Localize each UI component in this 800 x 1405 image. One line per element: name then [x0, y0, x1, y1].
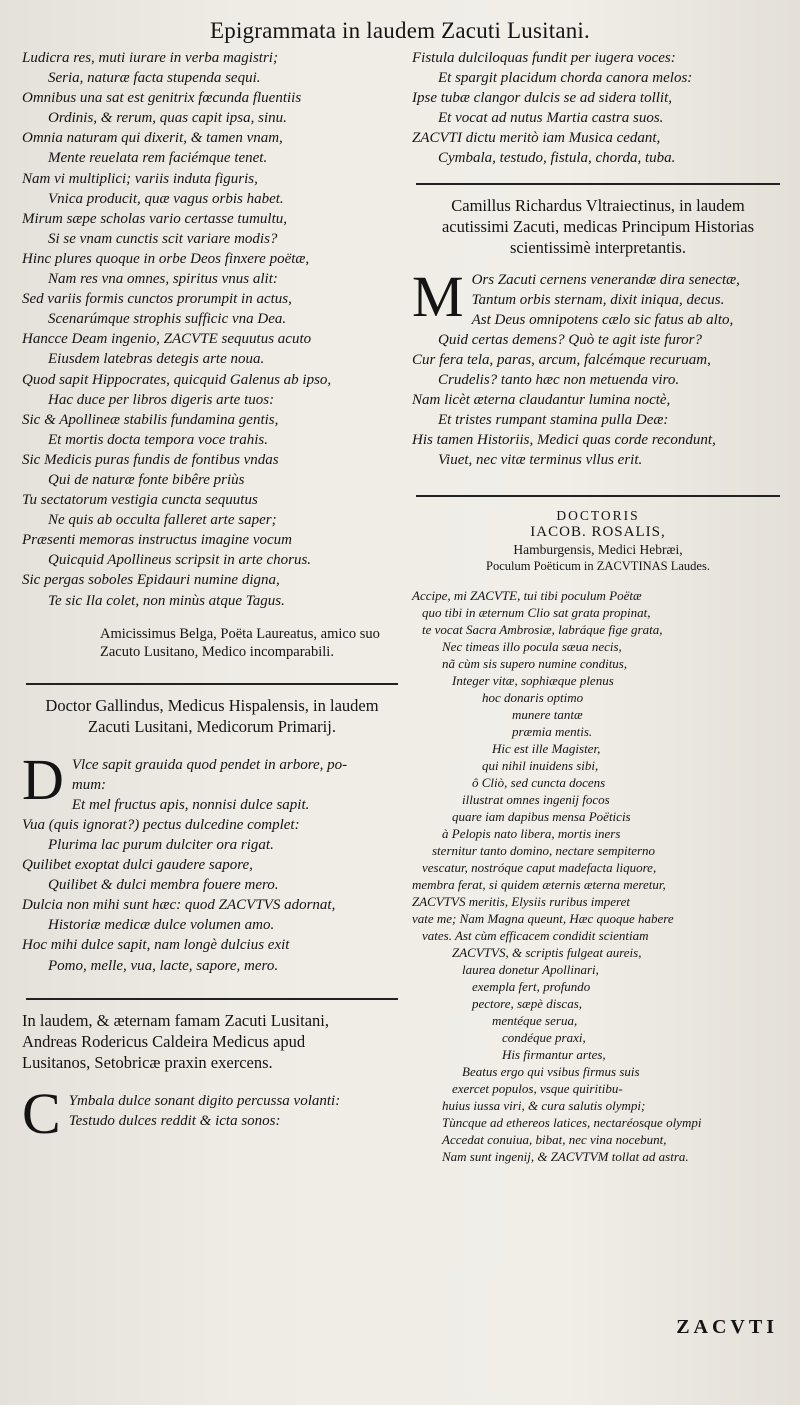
author-name: IACOB. ROSALIS,: [530, 523, 666, 540]
verse-line: à Pelopis nato libera, mortis iners: [442, 825, 621, 841]
drop-cap-m: M: [412, 263, 464, 329]
verse-line: Ymbala dulce sonant digito percussa volanti:: [68, 1092, 341, 1109]
verse-line: hoc donaris optimo: [482, 689, 584, 705]
verse-line: Et spargit placidum chorda canora melos:: [438, 70, 693, 87]
verse-line: Nam sunt ingenij, & ZACVTVM tollat ad astra.: [442, 1148, 689, 1164]
verse-line: sternitur tanto domino, nectare sempiterno: [432, 842, 656, 858]
verse-line: quare iam dapibus mensa Poëticis: [452, 808, 631, 824]
verse-line: Præsenti memoras instructus imagine vocum: [22, 532, 292, 549]
verse-line: Mente reuelata rem faciémque tenet.: [48, 150, 268, 167]
verse-line: Ludicra res, muti iurare in verba magistri;: [22, 50, 278, 66]
richardus-poem-block: [412, 263, 784, 471]
verse-line: Et tristes rumpant stamina pulla Deæ:: [438, 412, 669, 429]
page-title: Epigrammata in laudem Zacuti Lusitani.: [210, 18, 590, 43]
verse-line: Hac duce per libros digeris arte tuos:: [48, 391, 275, 408]
epigram-poem-1: [22, 48, 402, 611]
verse-line: laurea donetur Apollinari,: [462, 961, 599, 977]
verse-line: Nam res vna omnes, spiritus vnus alit:: [48, 271, 278, 288]
verse-line: Quod sapit Hippocrates, quicquid Galenus ab ipso,: [22, 371, 332, 388]
verse-line: Hic est ille Magister,: [492, 740, 601, 756]
verse-line: Hoc mihi dulce sapit, nam longè dulcius exit: [22, 937, 290, 954]
verse-line: condéque praxi,: [502, 1029, 586, 1045]
verse-line: Sed variis formis cunctos prorumpit in actus,: [22, 291, 292, 308]
verse-line: Nec timeas illo pocula sæua necis,: [442, 638, 622, 654]
doctoris-label: DOCTORIS: [556, 507, 640, 523]
heading-richardus: Camillus Richardus Vltraiectinus, in laudem acutissimi Zacuti, medicas Principum Historias scientissimè interpretantis.: [441, 195, 755, 257]
verse-line: Cymbala, testudo, fistula, chorda, tuba.: [438, 150, 676, 167]
verse-line: Et mortis docta tempora voce trahis.: [48, 431, 268, 448]
divider-rule: [416, 183, 780, 185]
verse-line: quo tibi in æternum Clio sat grata propinat,: [422, 604, 651, 620]
epigram-poem-4: [412, 263, 784, 471]
verse-line: exercet populos, vsque quiritibu-: [452, 1080, 623, 1096]
epigram-poem-2: [22, 746, 402, 976]
verse-line: Eiusdem latebras detegis arte noua.: [48, 351, 265, 368]
left-column: [22, 48, 402, 1146]
verse-line: Omnibus una sat est genitrix fœcunda fluentiis: [22, 90, 302, 107]
verse-line: Testudo dulces reddit & icta sonos:: [68, 1112, 281, 1129]
verse-line: illustrat omnes ingenij focos: [462, 791, 610, 807]
catchword: ZACVTI: [676, 1316, 778, 1338]
verse-line: Beatus ergo qui vsibus firmus suis: [462, 1063, 640, 1079]
divider-rule: [416, 495, 780, 497]
gallindus-poem-block: [22, 746, 402, 976]
verse-line: Nam licèt æterna claudantur lumina noctè,: [412, 392, 671, 409]
verse-line: Plurima lac purum dulciter ora rigat.: [48, 837, 274, 853]
verse-line: Ordinis, & rerum, quas capit ipsa, sinu.: [48, 110, 287, 127]
poem-subtitle: Poculum Poëticum in ZACVTINAS Laudes.: [486, 558, 710, 573]
verse-line: His firmantur artes,: [502, 1046, 606, 1062]
verse-line: Dulcia non mihi sunt hæc: quod ZACVTVS adornat,: [22, 897, 336, 914]
verse-line: Sic & Apollineæ stabilis fundamina gentis,: [22, 411, 279, 428]
verse-line: Pomo, melle, vua, lacte, sapore, mero.: [48, 957, 279, 974]
divider-rule: [26, 683, 398, 685]
verse-line: Vnica producit, quæ vagus orbis habet.: [48, 190, 284, 207]
rosalis-heading: [412, 507, 784, 575]
author-origin: Hamburgensis, Medici Hebræi,: [513, 541, 683, 557]
verse-line: Quicquid Apollineus scripsit in arte chorus.: [48, 552, 312, 569]
verse-line: Vua (quis ignorat?) pectus dulcedine complet:: [22, 816, 300, 833]
divider-rule: [26, 998, 398, 1000]
verse-line: Tu sectatorum vestigia cuncta sequutus: [22, 492, 258, 509]
verse-line: mum:: [71, 776, 107, 793]
drop-cap-c: C: [22, 1080, 61, 1146]
verse-line: mentéque serua,: [492, 1012, 578, 1028]
verse-line: Quid certas demens? Quò te agit iste furor?: [438, 331, 703, 348]
verse-line: Nam vi multiplici; variis induta figuris,: [22, 170, 258, 187]
verse-line: præmia mentis.: [512, 723, 593, 739]
verse-line: pectore, sæpè discas,: [472, 995, 582, 1011]
caldeira-poem-block: [22, 1080, 402, 1146]
verse-line: Integer vitæ, sophiæque plenus: [452, 672, 614, 688]
verse-line: ZACVTVS, & scriptis fulgeat aureis,: [452, 944, 642, 960]
verse-line: Seria, naturæ facta stupenda sequi.: [48, 70, 261, 87]
verse-line: membra ferat, si quidem æternis æterna meretur,: [412, 876, 666, 892]
verse-line: Ast Deus omnipotens cælo sic fatus ab alto,: [471, 311, 734, 328]
verse-line: exempla fert, profundo: [472, 978, 591, 994]
verse-line: Accipe, mi ZACVTE, tui tibi poculum Poëtæ: [412, 587, 642, 603]
epigram-poem-continued: [412, 48, 784, 169]
verse-line: Historiæ medicæ dulce volumen amo.: [48, 917, 275, 934]
verse-line: Te sic Ila colet, non minùs atque Tagus.: [48, 592, 285, 609]
verse-line: ZACVTI dictu meritò iam Musica cedant,: [412, 130, 661, 147]
verse-line: Tùncque ad ethereos latices, nectaréosque olympi: [442, 1114, 702, 1130]
verse-line: Sic pergas soboles Epidauri numine digna,: [22, 572, 280, 589]
epigram-poem-3: [22, 1085, 402, 1131]
verse-line: te vocat Sacra Ambrosiæ, labráque fige grata,: [422, 621, 663, 637]
verse-line: Mirum sæpe scholas vario certasse tumultu,: [22, 210, 287, 227]
drop-cap-d: D: [22, 746, 64, 812]
verse-line: ZACVTVS meritis, Elysiis ruribus imperet: [412, 893, 630, 909]
verse-line: Viuet, nec vitæ terminus vllus erit.: [438, 452, 643, 469]
verse-line: Sic Medicis puras fundis de fontibus vndas: [22, 451, 279, 468]
verse-line: nã cùm sis supero numine conditus,: [442, 655, 628, 671]
verse-line: Ipse tubæ clangor dulcis se ad sidera tollit,: [412, 90, 672, 107]
verse-line: Vlce sapit grauida quod pendet in arbore, po-: [71, 756, 348, 773]
verse-line: Et vocat ad nutus Martia castra suos.: [438, 110, 664, 127]
verse-line: Quilibet exoptat dulci gaudere sapore,: [22, 857, 253, 874]
verse-line: munere tantæ: [512, 706, 583, 722]
verse-line: vescatur, nostróque caput madefacta liquore,: [422, 859, 657, 875]
verse-line: Si se vnam cunctis scit variare modis?: [48, 230, 278, 247]
right-column: [412, 48, 784, 1165]
verse-line: Et mel fructus apis, nonnisi dulce sapit.: [71, 796, 310, 813]
verse-line: Scenarúmque strophis sufficic vna Dea.: [48, 311, 287, 328]
verse-line: qui nihil inuidens sibi,: [482, 757, 599, 773]
verse-line: Ors Zacuti cernens venerandæ dira senectæ,: [471, 271, 740, 288]
heading-caldeira: In laudem, & æternam famam Zacuti Lusitani, Andreas Rodericus Caldeira Medicus apud Lusitanos, Setobricæ praxin exercens.: [22, 1010, 329, 1072]
verse-line: huius iussa viri, & cura salutis olympi;: [442, 1097, 646, 1113]
verse-line: His tamen Historiis, Medici quas corde recondunt,: [412, 432, 716, 449]
verse-line: ô Cliò, sed cuncta docens: [472, 774, 606, 790]
verse-line: vates. Ast cùm efficacem condidit scientiam: [422, 927, 649, 943]
heading-gallindus: Doctor Gallindus, Medicus Hispalensis, in laudem Zacuti Lusitani, Medicorum Primarij.: [45, 695, 379, 736]
poculum-poem: [412, 587, 784, 1165]
verse-line: Hancce Deam ingenio, ZACVTE sequutus acuto: [22, 331, 312, 348]
verse-line: Cur fera tela, paras, arcum, falcémque recuruam,: [412, 351, 711, 368]
verse-line: Omnia naturam qui dixerit, & tamen vnam,: [22, 130, 283, 147]
verse-line: Qui de naturæ fonte bibêre priùs: [48, 471, 245, 488]
verse-line: Accedat conuiua, bibat, nec vina nocebunt,: [442, 1131, 667, 1147]
verse-line: Crudelis? tanto hæc non metuenda viro.: [438, 372, 680, 389]
verse-line: Quilibet & dulci membra fouere mero.: [48, 877, 279, 894]
verse-line: vate me; Nam Magna queunt, Hæc quoque habere: [412, 910, 674, 926]
verse-line: Ne quis ab occulta falleret arte saper;: [48, 512, 277, 529]
signature-belga: Amicissimus Belga, Poëta Laureatus, amico suo Zacuto Lusitano, Medico incomparabili.: [100, 625, 380, 660]
verse-line: Fistula dulciloquas fundit per iugera voces:: [412, 50, 676, 66]
verse-line: Tantum orbis sternam, dixit iniqua, decus.: [471, 291, 725, 308]
verse-line: Hinc plures quoque in orbe Deos finxere poëtæ,: [22, 250, 310, 267]
